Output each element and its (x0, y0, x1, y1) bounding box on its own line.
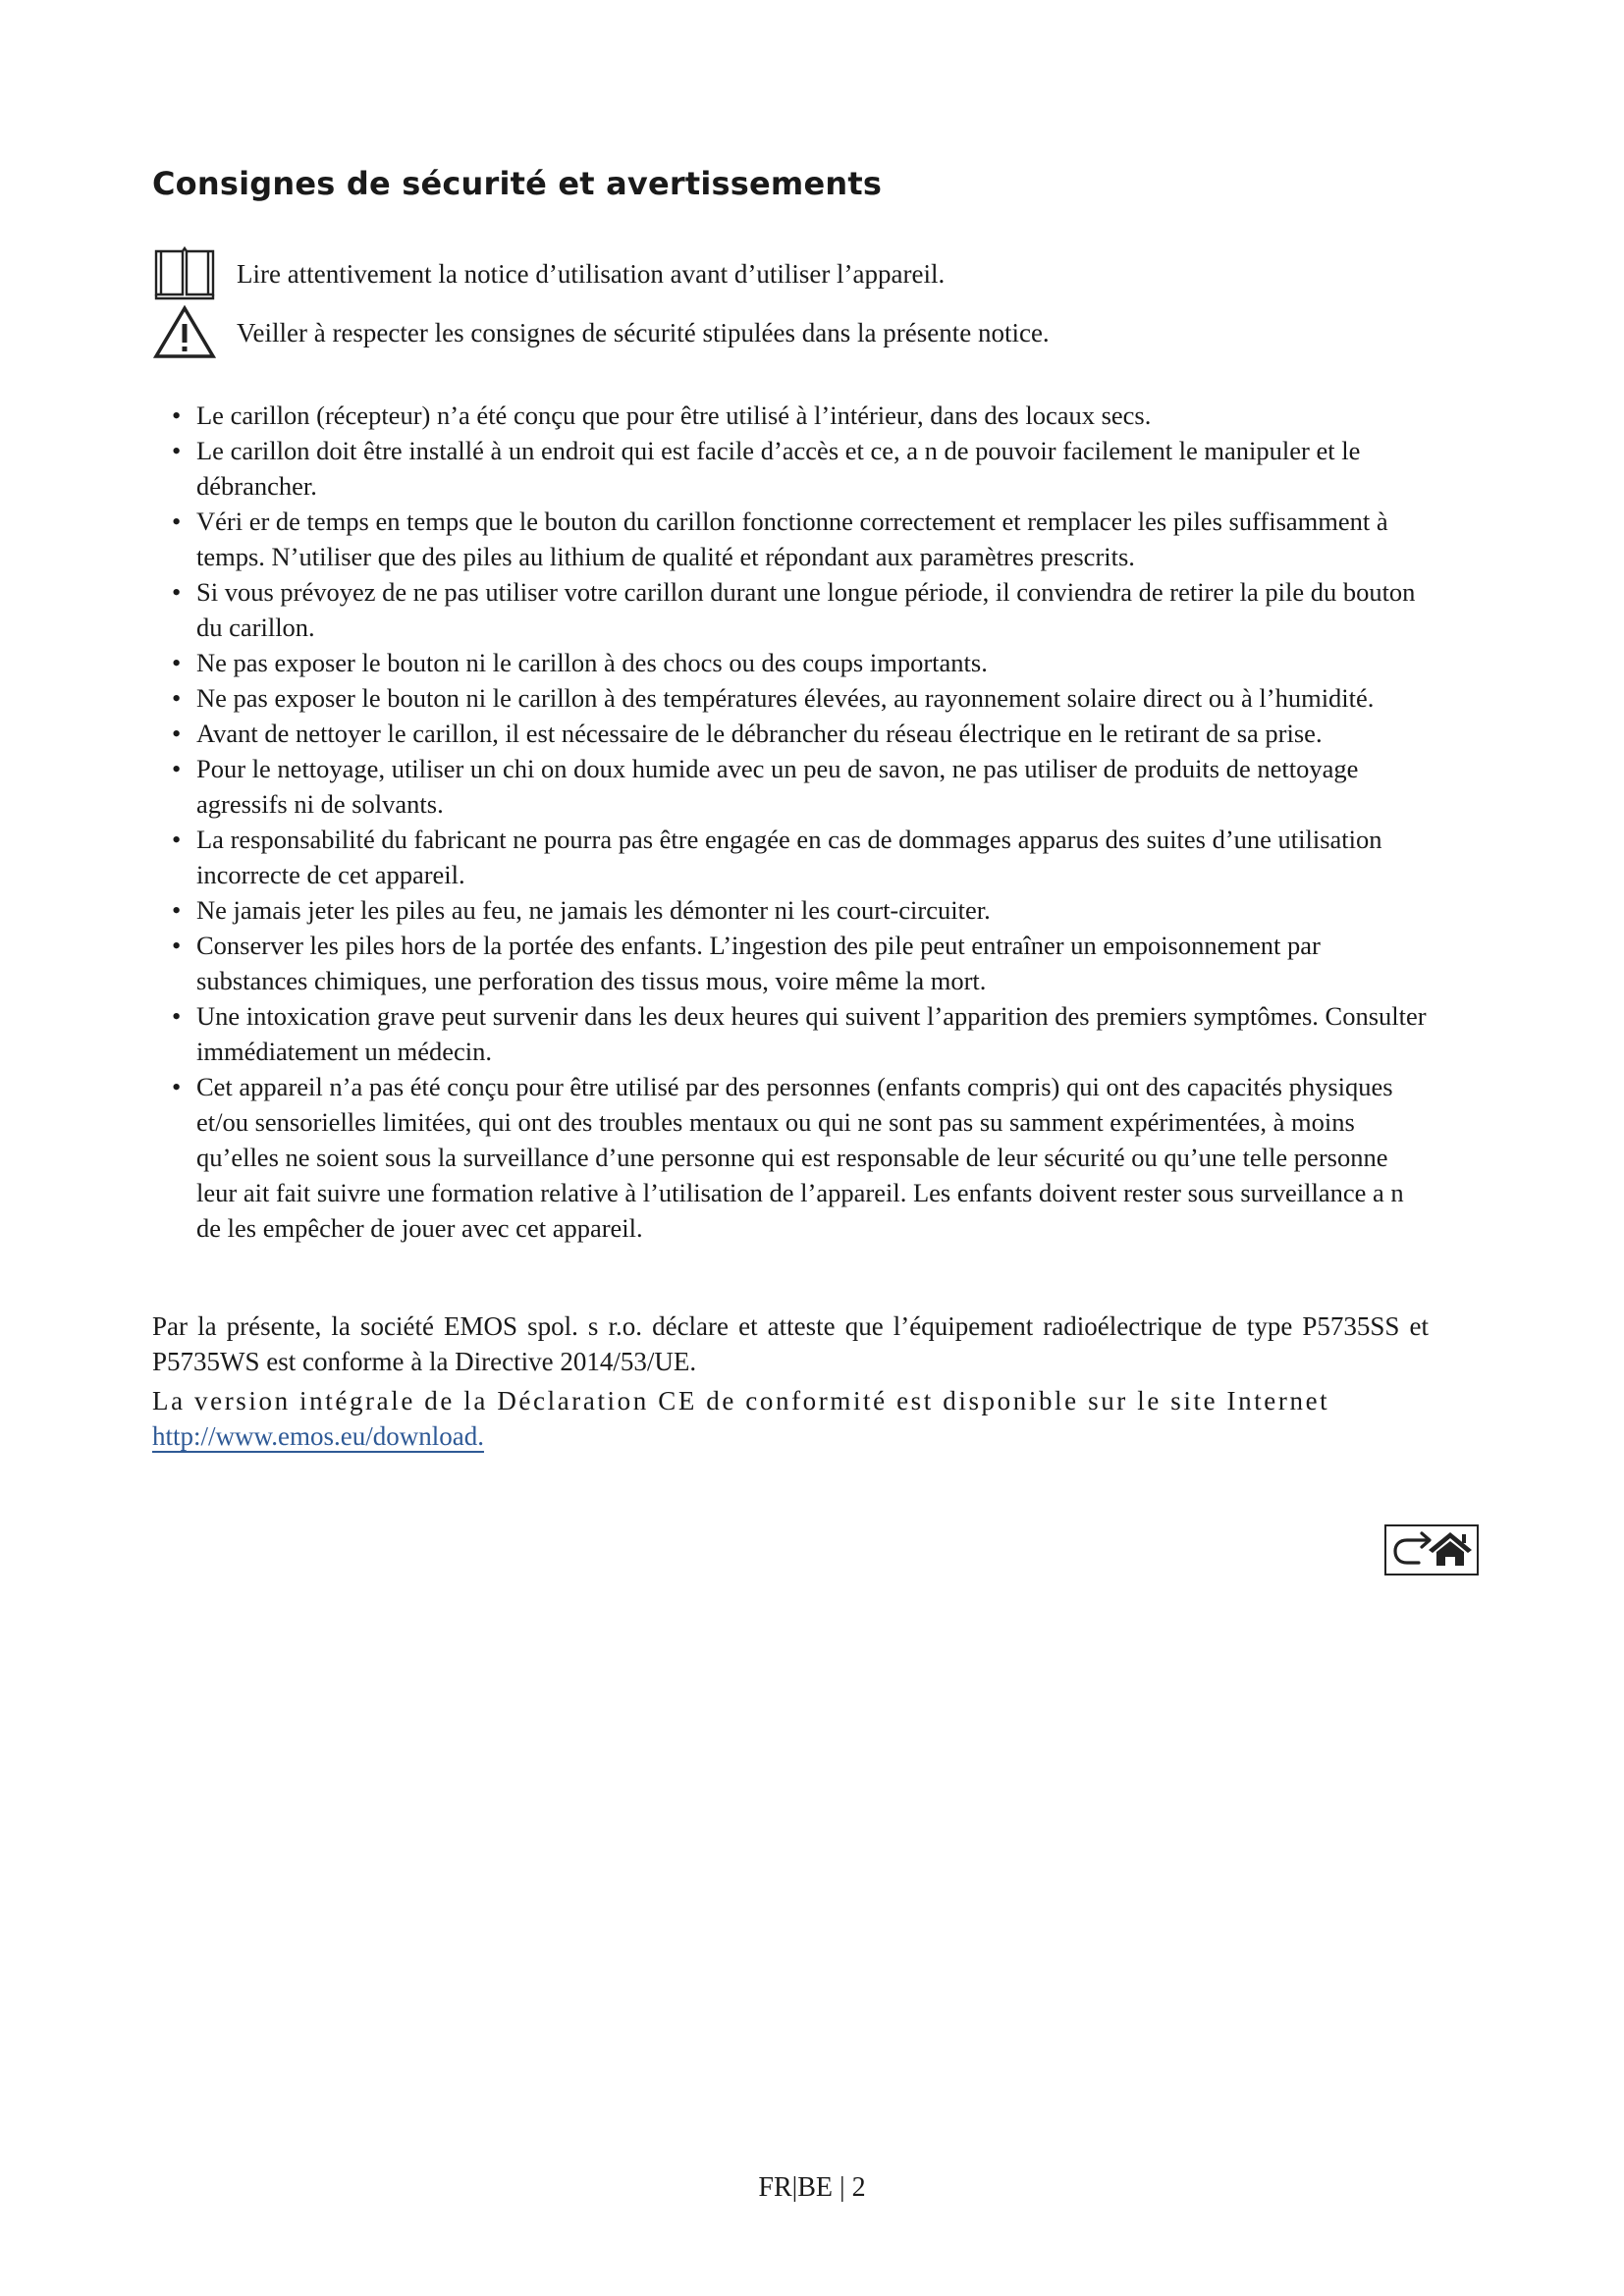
list-item: • Cet appareil n’a pas été conçu pour être utilisé par des personnes (enfants compris) qui ont des capacités physiques et/ou sensorielles limitées, qui ont des troubles mentaux ou qui ne sont pas su samment expérimentées, à moins qu’elles ne soient sous la surveillance d’une personne qui est responsable de leur sécurité ou qu’une telle personne leur ait fait suivre une formation relative à l’utilisation de l’appareil. Les enfants doivent rester sous surveillance a n de les empêcher de jouer avec cet appareil. (172, 1069, 1429, 1246)
open-book-icon (152, 245, 217, 302)
list-item: • Ne pas exposer le bouton ni le carillon à des chocs ou des coups importants. (172, 645, 1429, 680)
page-number: FR|BE | 2 (758, 2172, 866, 2203)
list-item: • Avant de nettoyer le carillon, il est nécessaire de le débrancher du réseau électrique en le retirant de sa prise. (172, 716, 1429, 751)
conformity-statement: Par la présente, la société EMOS spol. s r.o. déclare et atteste que l’équipement radioélectrique de type P5735SS et P5735WS est conforme à la Directive 2014/53/UE. (152, 1311, 1429, 1376)
list-item: • Conserver les piles hors de la portée des enfants. L’ingestion des pile peut entraîner un empoisonnement par substances chimiques, une perforation des tissus mous, voire même la mort. (172, 928, 1429, 998)
list-item: • Le carillon (récepteur) n’a été conçu que pour être utilisé à l’intérieur, dans des locaux secs. (172, 398, 1429, 433)
list-item: • Pour le nettoyage, utiliser un chi on doux humide avec un peu de savon, ne pas utiliser de produits de nettoyage agressifs ni de solvants. (172, 751, 1429, 822)
list-item: • Ne jamais jeter les piles au feu, ne jamais les démonter ni les court-circuiter. (172, 892, 1429, 928)
warning-triangle-icon (152, 304, 217, 361)
safety-instructions-list (172, 398, 1429, 1246)
return-home-icon (1389, 1526, 1474, 1575)
declaration-availability: La version intégrale de la Déclaration CE de conformité est disponible sur le site Internet (152, 1386, 1330, 1415)
notice-safety (152, 304, 1050, 361)
page-title: Consignes de sécurité et avertissements (152, 165, 883, 202)
return-home-button[interactable] (1384, 1524, 1479, 1575)
list-item: • Ne pas exposer le bouton ni le carillon à des températures élevées, au rayonnement solaire direct ou à l’humidité. (172, 680, 1429, 716)
notice-text: Lire attentivement la notice d’utilisation avant d’utiliser l’appareil. (237, 258, 946, 289)
declaration-of-conformity (152, 1308, 1429, 1454)
list-item: • La responsabilité du fabricant ne pourra pas être engagée en cas de dommages apparus des suites d’une utilisation incorrecte de cet appareil. (172, 822, 1429, 892)
download-link[interactable]: http://www.emos.eu/download. (152, 1421, 484, 1451)
notice-text: Veiller à respecter les consignes de sécurité stipulées dans la présente notice. (237, 317, 1050, 347)
list-item: • Une intoxication grave peut survenir dans les deux heures qui suivent l’apparition des premiers symptômes. Consulter immédiatement un médecin. (172, 998, 1429, 1069)
notice-read-manual (152, 245, 945, 302)
list-item: • Si vous prévoyez de ne pas utiliser votre carillon durant une longue période, il conviendra de retirer la pile du bouton du carillon. (172, 574, 1429, 645)
list-item: • Le carillon doit être installé à un endroit qui est facile d’accès et ce, a n de pouvoir facilement le manipuler et le débrancher. (172, 433, 1429, 504)
list-item: • Véri er de temps en temps que le bouton du carillon fonctionne correctement et remplacer les piles suffisamment à temps. N’utiliser que des piles au lithium de qualité et répondant aux paramètres prescrits. (172, 504, 1429, 574)
